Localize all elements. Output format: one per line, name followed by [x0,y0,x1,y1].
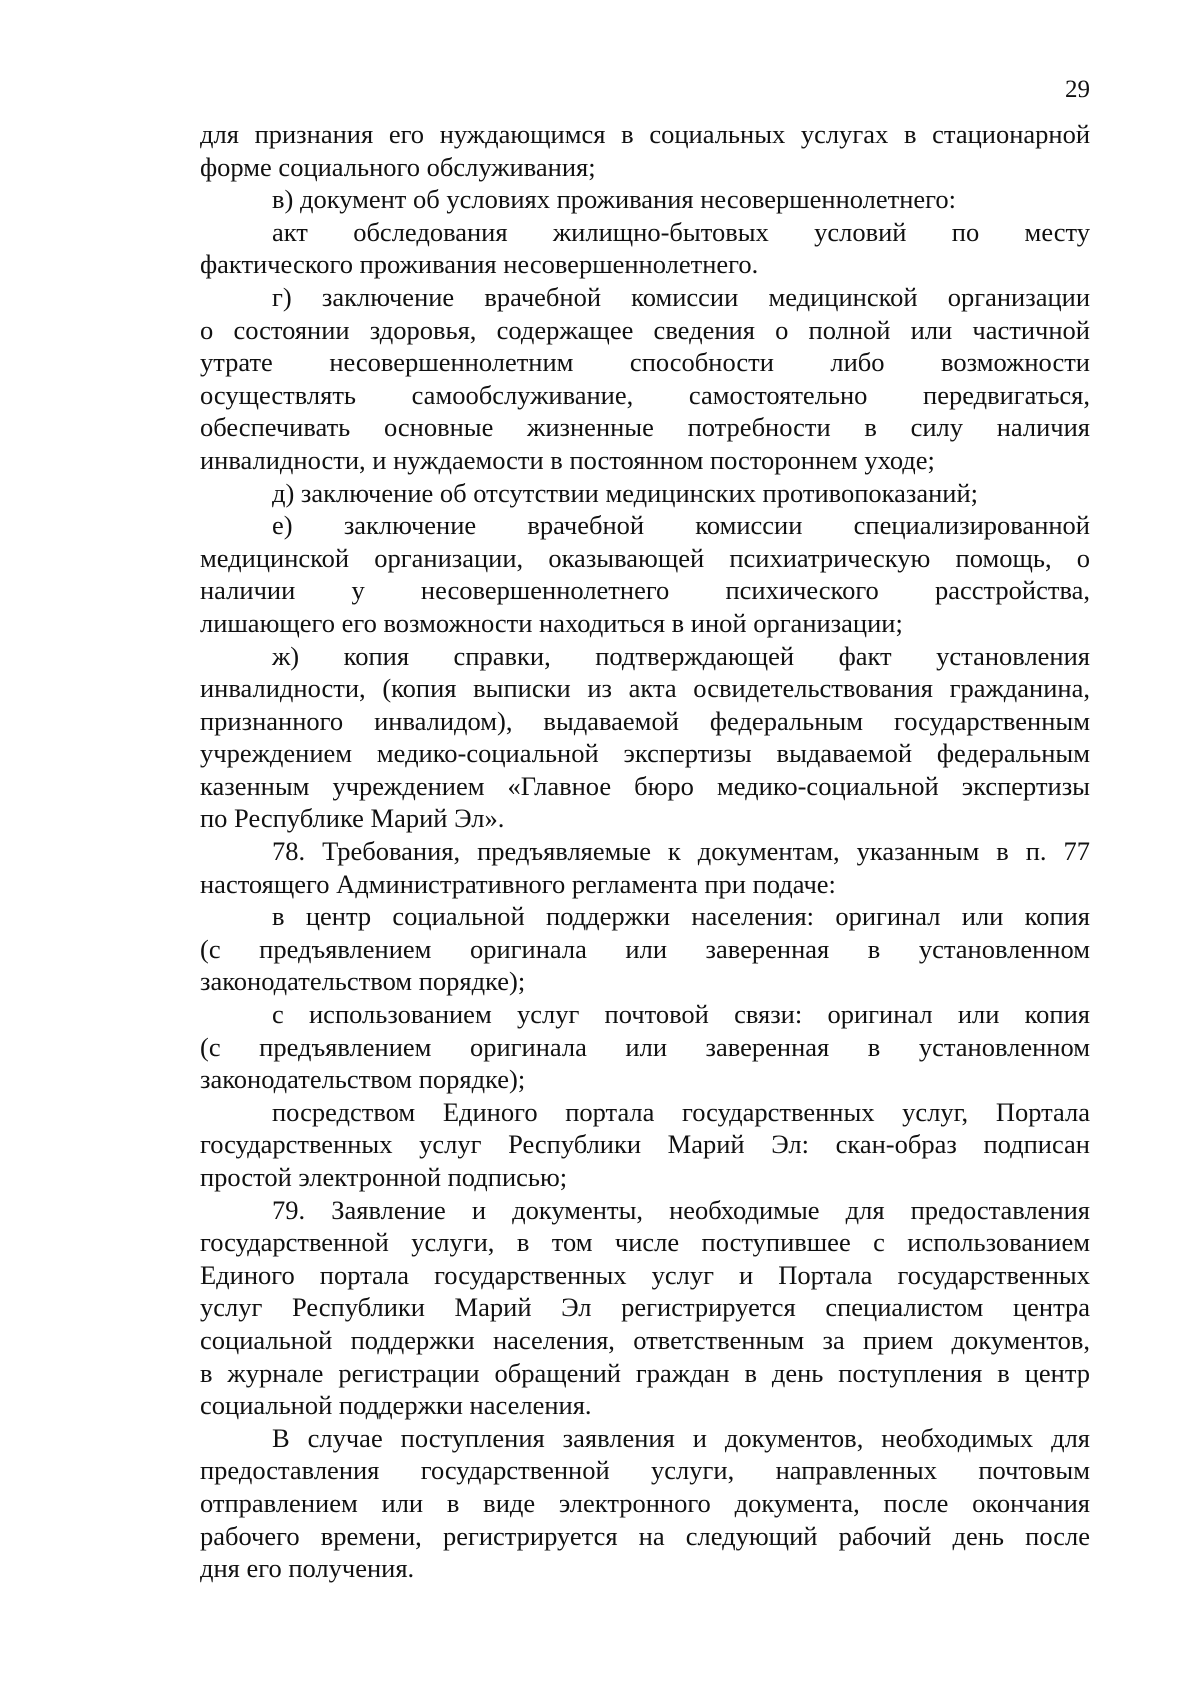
text-line: в) документ об условиях проживания несовершеннолетнего: [272,184,956,215]
text-line: лишающего его возможности находиться в иной организации; [200,607,903,638]
text-line: государственных услуг Республики Марий Эл: скан-образ подписан [200,1129,1090,1160]
text-line: социальной поддержки населения. [200,1390,592,1421]
text-line: фактического проживания несовершеннолетнего. [200,249,759,280]
text-line: (с предъявлением оригинала или заверенная в установленном [200,933,1090,964]
text-line: настоящего Административного регламента при подаче: [200,868,836,899]
text-line: инвалидности, и нуждаемости в постоянном постороннем уходе; [200,444,935,475]
text-line: осуществлять самообслуживание, самостоятельно передвигаться, [200,379,1090,410]
text-line: по Республике Марий Эл». [200,803,505,834]
text-line: Единого портала государственных услуг и Портала государственных [200,1259,1090,1290]
text-line: посредством Единого портала государственных услуг, Портала [272,1096,1090,1127]
text-line: признанного инвалидом), выдаваемой федеральным государственным [200,705,1090,736]
text-line: с использованием услуг почтовой связи: оригинал или копия [272,999,1090,1030]
text-line: отправлением или в виде электронного документа, после окончания [200,1487,1090,1518]
text-line: утрате несовершеннолетним способности либо возможности [200,347,1090,378]
text-line: е) заключение врачебной комиссии специализированной [272,510,1090,541]
text-line: о состоянии здоровья, содержащее сведения о полной или частичной [200,314,1090,345]
text-line: предоставления государственной услуги, направленных почтовым [200,1455,1090,1486]
page-number: 29 [1065,76,1090,103]
document-body [200,118,1090,1585]
text-line: 78. Требования, предъявляемые к документам, указанным в п. 77 [272,836,1090,867]
text-line: услуг Республики Марий Эл регистрируется специалистом центра [200,1292,1090,1323]
text-line: обеспечивать основные жизненные потребности в силу наличия [200,412,1090,443]
text-line: ж) копия справки, подтверждающей факт установления [272,640,1090,671]
text-line: г) заключение врачебной комиссии медицинской организации [272,281,1090,312]
text-line: (с предъявлением оригинала или заверенная в установленном [200,1031,1090,1062]
text-line: дня его получения. [200,1553,415,1584]
text-line: в журнале регистрации обращений граждан в день поступления в центр [200,1357,1090,1388]
text-line: социальной поддержки населения, ответственным за прием документов, [200,1324,1090,1355]
text-line: инвалидности, (копия выписки из акта освидетельствования гражданина, [200,673,1090,704]
text-line: В случае поступления заявления и документов, необходимых для [272,1422,1090,1453]
text-line: простой электронной подписью; [200,1162,568,1192]
text-line: казенным учреждением «Главное бюро медико-социальной экспертизы [200,770,1090,801]
text-line: в центр социальной поддержки населения: оригинал или копия [272,901,1090,932]
text-line: законодательством порядке); [200,1064,526,1095]
text-line: наличии у несовершеннолетнего психического расстройства, [200,575,1090,606]
text-line: форме социального обслуживания; [200,151,596,182]
text-line: акт обследования жилищно-бытовых условий по месту [272,216,1090,247]
text-line: медицинской организации, оказывающей психиатрическую помощь, о [200,542,1090,573]
text-line: рабочего времени, регистрируется на следующий рабочий день после [200,1520,1090,1551]
text-line: 79. Заявление и документы, необходимые для предоставления [272,1194,1090,1225]
text-line: для признания его нуждающимся в социальных услугах в стационарной [200,119,1090,149]
text-line: учреждением медико-социальной экспертизы выдаваемой федеральным [200,738,1090,769]
text-line: законодательством порядке); [200,966,526,997]
text-line: д) заключение об отсутствии медицинских противопоказаний; [272,477,979,508]
text-line: государственной услуги, в том числе поступившее с использованием [200,1227,1090,1258]
